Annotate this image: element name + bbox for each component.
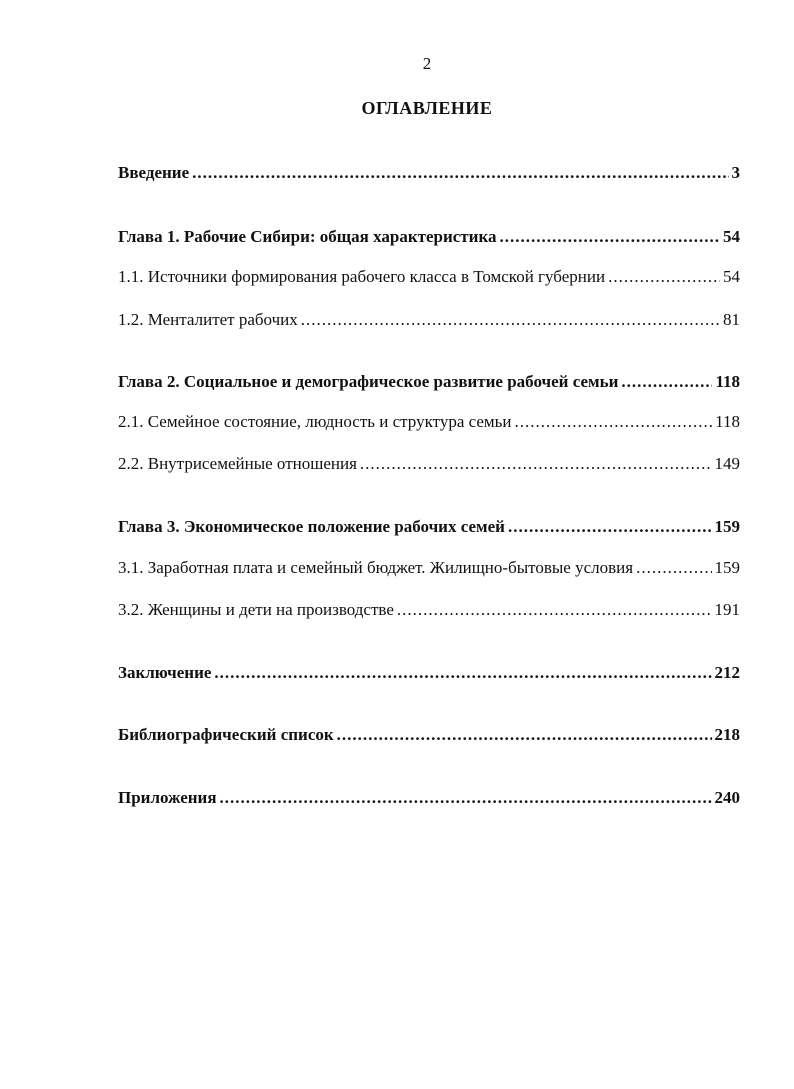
dot-leader <box>621 372 712 392</box>
dot-leader <box>337 725 712 745</box>
toc-entry-label: Приложения <box>118 788 217 807</box>
dot-leader <box>220 788 712 808</box>
dot-leader <box>636 558 711 578</box>
toc-entry-label: Глава 3. Экономическое положение рабочих семей <box>118 517 505 536</box>
toc-entry-label: Библиографический список <box>118 725 334 744</box>
toc-entry-label: 2.1. Семейное состояние, людность и структура семьи <box>118 412 512 431</box>
toc-entry-page: 191 <box>714 600 740 619</box>
dot-leader <box>608 267 720 287</box>
dot-leader <box>500 227 721 247</box>
toc-entry-label: Глава 2. Социальное и демографическое развитие рабочей семьи <box>118 372 619 391</box>
toc-entry-introduction[interactable] <box>118 163 740 183</box>
toc-entry-label: Глава 1. Рабочие Сибири: общая характеристика <box>118 227 497 246</box>
toc-entry-page: 3 <box>731 163 740 182</box>
toc-entry-page: 240 <box>714 788 740 807</box>
dot-leader <box>515 412 713 432</box>
dot-leader <box>508 517 712 537</box>
toc-entry-page: 149 <box>714 454 740 473</box>
toc-entry-label: 1.1. Источники формирования рабочего класса в Томской губернии <box>118 267 606 286</box>
toc-entry-section-2-2[interactable] <box>118 454 740 474</box>
toc-entry-section-1-1[interactable] <box>118 267 740 287</box>
toc-entry-page: 81 <box>723 310 740 329</box>
toc-entry-bibliography[interactable] <box>118 725 740 745</box>
dot-leader <box>397 600 712 620</box>
page-title: ОГЛАВЛЕНИЕ <box>361 98 493 118</box>
dot-leader <box>214 663 711 683</box>
toc-entry-page: 118 <box>715 412 740 431</box>
toc-entry-page: 118 <box>715 372 740 391</box>
toc-entry-label: 2.2. Внутрисемейные отношения <box>118 454 357 473</box>
toc-entry-chapter-2[interactable] <box>118 372 740 392</box>
toc-entry-page: 218 <box>714 725 740 744</box>
toc-entry-page: 159 <box>714 558 740 577</box>
toc-entry-page: 212 <box>714 663 740 682</box>
toc-entry-label: 3.2. Женщины и дети на производстве <box>118 600 394 619</box>
toc-entry-page: 159 <box>714 517 740 536</box>
toc-entry-label: 1.2. Менталитет рабочих <box>118 310 298 329</box>
toc-entry-section-3-2[interactable] <box>118 600 740 620</box>
toc-entry-label: 3.1. Заработная плата и семейный бюджет. Жилищно-бытовые условия <box>118 558 634 577</box>
dot-leader <box>360 454 712 474</box>
toc-entry-chapter-1[interactable] <box>118 227 740 247</box>
toc-entry-page: 54 <box>723 227 740 246</box>
toc-entry-section-1-2[interactable] <box>118 310 740 330</box>
page-number: 2 <box>422 54 432 73</box>
toc-entry-section-2-1[interactable] <box>118 412 740 432</box>
toc-entry-section-3-1[interactable] <box>118 558 740 578</box>
toc-entry-appendices[interactable] <box>118 788 740 808</box>
toc-entry-label: Заключение <box>118 663 212 682</box>
toc-entry-page: 54 <box>723 267 740 286</box>
toc-entry-label: Введение <box>118 163 190 182</box>
dot-leader <box>301 310 720 330</box>
toc-entry-chapter-3[interactable] <box>118 517 740 537</box>
dot-leader <box>192 163 728 183</box>
toc-entry-conclusion[interactable] <box>118 663 740 683</box>
